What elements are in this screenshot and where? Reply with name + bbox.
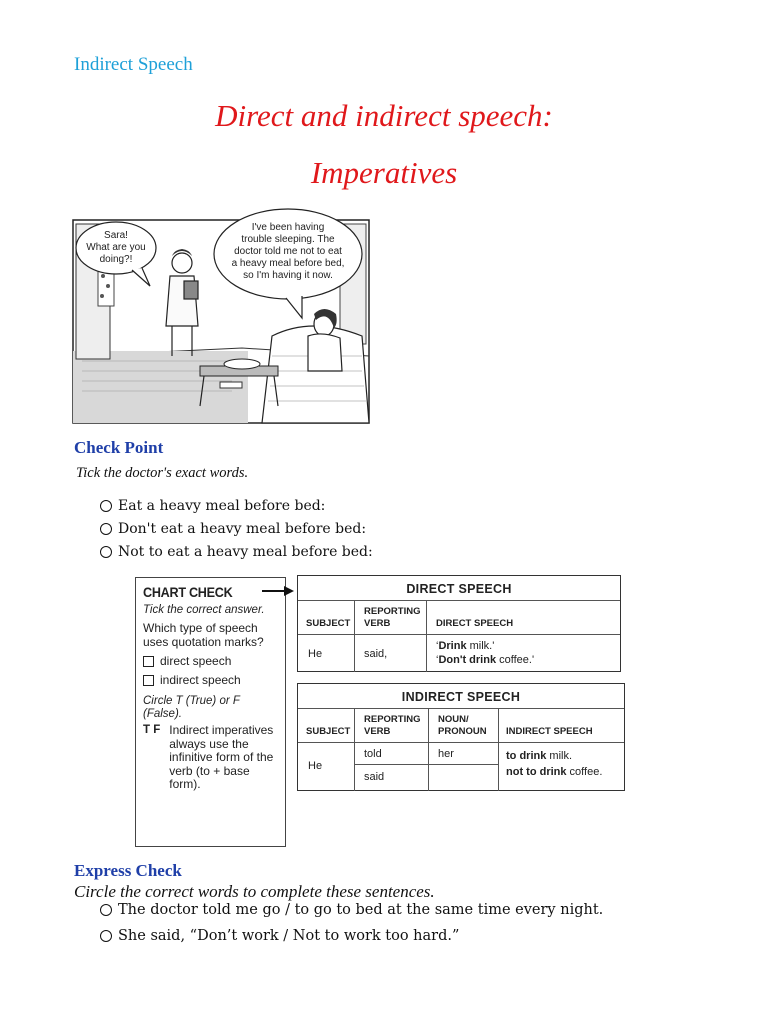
chart-check-title: CHART CHECK bbox=[143, 584, 233, 600]
cell-verb: said, bbox=[364, 648, 388, 660]
bubble-left-line: doing?! bbox=[99, 254, 133, 265]
arrow-icon bbox=[262, 586, 294, 596]
express-check-heading: Express Check bbox=[74, 861, 182, 880]
cell-speech-line bbox=[506, 766, 602, 779]
sentence-label: The doctor told me go / to go to bed at the same time every night. bbox=[118, 902, 604, 918]
tf-marks[interactable]: T F bbox=[143, 724, 161, 736]
header-direct-speech: DIRECT SPEECH bbox=[436, 618, 514, 629]
chart-check-box bbox=[135, 577, 286, 847]
express-check-sentence[interactable] bbox=[100, 928, 459, 944]
cell-speech-line bbox=[506, 750, 572, 763]
speech-rest: coffee. bbox=[566, 766, 603, 778]
bubble-right-line: I've been having bbox=[251, 222, 325, 233]
header-indirect-speech: INDIRECT SPEECH bbox=[506, 726, 593, 737]
bold-verb: Drink bbox=[438, 640, 467, 652]
bold-verb: to drink bbox=[506, 750, 547, 762]
header-reporting-verb: REPORTING VERB bbox=[364, 606, 421, 629]
check-point-heading: Check Point bbox=[74, 438, 164, 457]
option-label: Not to eat a heavy meal before bed: bbox=[118, 544, 373, 560]
chart-check-subtitle: Tick the correct answer. bbox=[143, 604, 265, 616]
direct-table-title: DIRECT SPEECH bbox=[406, 582, 512, 596]
chart-check-choice[interactable] bbox=[143, 654, 278, 668]
cell-subject: He bbox=[308, 760, 323, 772]
cell-noun: her bbox=[438, 748, 454, 760]
bubble-left-line: Sara! bbox=[104, 230, 128, 241]
cartoon-illustration bbox=[72, 206, 370, 424]
indirect-table-title: INDIRECT SPEECH bbox=[401, 690, 521, 704]
check-point-option[interactable] bbox=[100, 544, 373, 560]
check-point-option[interactable] bbox=[100, 498, 325, 514]
radio-circle-icon[interactable] bbox=[100, 523, 112, 535]
checkbox-icon[interactable] bbox=[143, 656, 154, 667]
cell-speech-line: ‘Drink milk.' bbox=[436, 640, 495, 652]
checkbox-icon[interactable] bbox=[143, 675, 154, 686]
header-noun-pronoun: NOUN/ PRONOUN bbox=[438, 714, 487, 737]
radio-circle-icon[interactable] bbox=[100, 500, 112, 512]
bubble-right-line: a heavy meal before bed, bbox=[231, 258, 345, 269]
bubble-left-line: What are you bbox=[86, 242, 146, 253]
cell-verb: told bbox=[364, 748, 382, 760]
tf-row bbox=[143, 724, 278, 792]
sentence-label: She said, “Don’t work / Not to work too hard.” bbox=[118, 928, 460, 944]
choice-label: direct speech bbox=[160, 654, 232, 668]
bubble-right-line: trouble sleeping. The bbox=[241, 234, 335, 245]
page-title: Direct and indirect speech: bbox=[215, 98, 553, 133]
header-label: Indirect Speech bbox=[74, 54, 193, 75]
direct-speech-table bbox=[297, 575, 621, 672]
choice-label: indirect speech bbox=[160, 673, 241, 687]
header-subject: SUBJECT bbox=[306, 618, 351, 629]
speech-rest: milk.' bbox=[466, 640, 495, 652]
cell-speech-line: ‘Don't drink coffee.' bbox=[436, 654, 535, 666]
bubble-right-line: doctor told me not to eat bbox=[234, 246, 342, 257]
indirect-speech-table bbox=[297, 683, 625, 791]
tf-instruction: Circle T (True) or F (False). bbox=[143, 695, 240, 720]
chart-check-choice[interactable] bbox=[143, 673, 278, 687]
express-check-sentence[interactable] bbox=[100, 902, 603, 918]
chart-check-question: Which type of speech uses quotation marks? bbox=[143, 621, 264, 649]
express-check-instruction: Circle the correct words to complete these sentences. bbox=[74, 882, 435, 901]
check-point-option[interactable] bbox=[100, 521, 366, 537]
tf-statement: Indirect imperatives always use the infinitive form of the verb (to + base form). bbox=[169, 723, 274, 791]
page-subtitle: Imperatives bbox=[310, 155, 458, 190]
header-subject: SUBJECT bbox=[306, 726, 351, 737]
radio-circle-icon[interactable] bbox=[100, 930, 112, 942]
speech-rest: coffee.' bbox=[496, 654, 535, 666]
bold-verb: Don't drink bbox=[438, 654, 497, 666]
cell-verb: said bbox=[364, 771, 385, 783]
radio-circle-icon[interactable] bbox=[100, 546, 112, 558]
bold-verb: not to drink bbox=[506, 766, 567, 778]
bubble-right-line: so I'm having it now. bbox=[243, 270, 333, 281]
option-label: Eat a heavy meal before bed: bbox=[118, 498, 326, 514]
radio-circle-icon[interactable] bbox=[100, 904, 112, 916]
header-reporting-verb: REPORTING VERB bbox=[364, 714, 421, 737]
check-point-instruction: Tick the doctor's exact words. bbox=[76, 465, 249, 481]
option-label: Don't eat a heavy meal before bed: bbox=[118, 521, 367, 537]
speech-rest: milk. bbox=[546, 750, 573, 762]
cell-subject: He bbox=[308, 648, 323, 660]
